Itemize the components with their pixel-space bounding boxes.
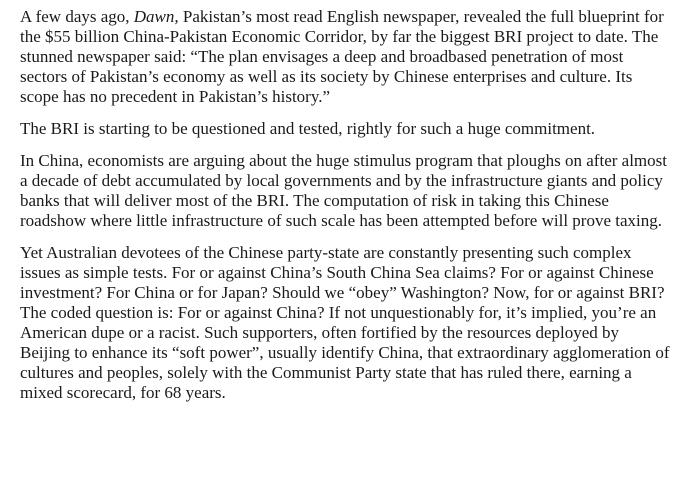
- paragraph-australian-devotees: Yet Australian devotees of the Chinese party-state are constantly presenting such complex issues as simple tests. For or against China’s South China Sea claims? For or against Chinese investment? For China or for Japan? Should we “obey” Washington? Now, for or against BRI? The coded question is: For or against China? If not unquestionably for, it’s implied, you’re an American dupe or a racist. Such supporters, often fortified by the resources deployed by Beijing to enhance its “soft power”, usually identify China, that extraordinary agglomeration of cultures and peoples, solely with the Communist Party state that has ruled there, earning a mixed scorecard, for 68 years.: [20, 243, 670, 402]
- paragraph-bri-questioned: The BRI is starting to be questioned and tested, rightly for such a huge commitment.: [20, 119, 596, 138]
- paragraph-dawn-report-text: Pakistan’s most read English newspaper, revealed the full blueprint for the $55 billion China-Pakistan Economic Corridor, by far the biggest BRI project to date. The stunned newspaper said: “The plan envisages a deep and broadbased penetration of most sectors of Pakistan’s economy as well as its society by Chinese enterprises and culture. Its scope has no precedent in Pakistan’s history.”: [20, 7, 664, 106]
- paragraph-dawn-report: [20, 7, 671, 107]
- paragraph-dawn-report-lead: A few days ago,: [20, 7, 134, 26]
- newspaper-name: Dawn,: [133, 7, 179, 26]
- paragraph-china-economists: In China, economists are arguing about the huge stimulus program that ploughs on after almost a decade of debt accumulated by local governments and by the infrastructure giants and policy banks that will deliver most of the BRI. The computation of risk in taking this Chinese roadshow where little infrastructure of such scale has been attempted before will prove taxing.: [20, 151, 667, 230]
